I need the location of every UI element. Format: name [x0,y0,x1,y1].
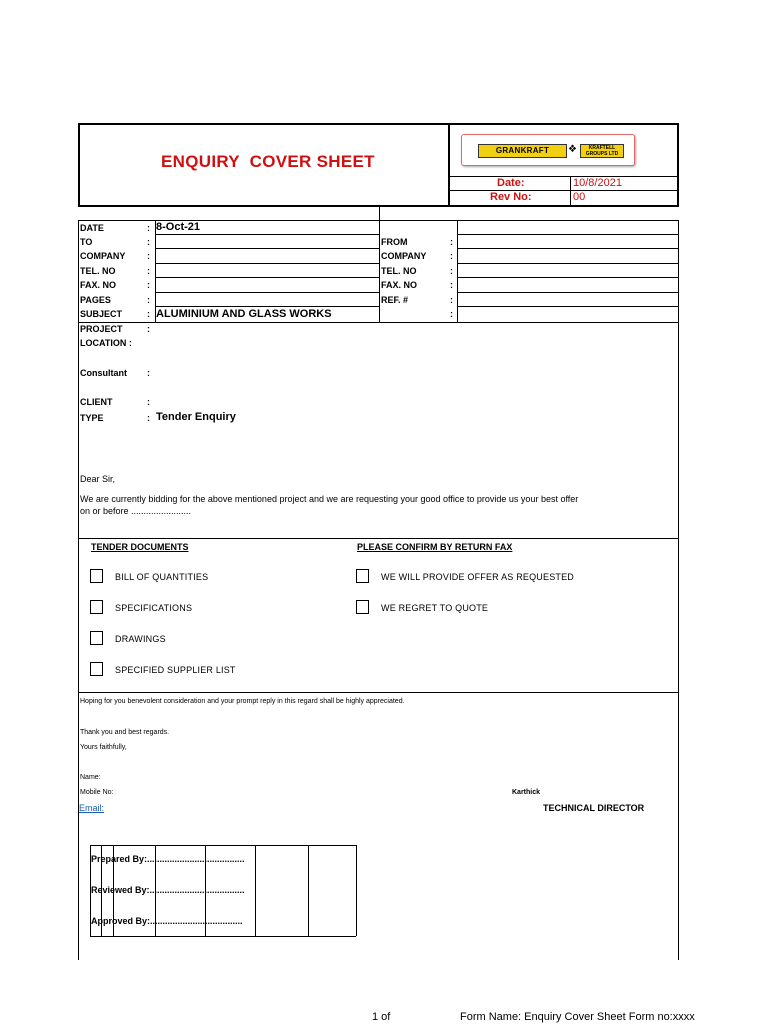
grid-row-line-7 [78,322,678,323]
checkbox-specified-supplier-list[interactable] [90,662,103,676]
field-colon-fax: : [147,280,150,290]
field-colon-company: : [147,251,150,261]
checkbox-specifications[interactable] [90,600,103,614]
field-label-subject: SUBJECT [80,309,123,319]
header-left-border [78,123,80,206]
field-label-fax: FAX. NO [80,280,117,290]
field-colon-to: : [147,237,150,247]
tender-documents-heading: TENDER DOCUMENTS [91,542,189,552]
project-colon: : [147,324,150,334]
field-value-company[interactable] [156,249,376,261]
logo-sub-text-2: GROUPS LTD [585,151,619,157]
type-colon: : [147,413,150,423]
field-label-from-company: COMPANY [381,251,427,261]
field-colon-from-fax: : [450,280,453,290]
grid-col-value-right [457,220,458,323]
closing-section-top [78,692,678,693]
approval-box-bottom [90,936,356,937]
field-colon-subject: : [147,309,150,319]
rev-label: Rev No: [490,191,532,203]
label-will-provide-offer: WE WILL PROVIDE OFFER AS REQUESTED [381,572,574,582]
grid-row-line-3r [457,263,678,264]
closing-mobile-label: Mobile No: [80,789,114,796]
approval-box-col-5 [255,845,256,936]
closing-email-link[interactable]: Email: [79,803,105,813]
field-value-to[interactable] [156,235,376,247]
footer-page-number: 1 of [372,1011,391,1023]
grid-row-line-5r [457,292,678,293]
field-colon-blank: : [450,309,453,319]
project-label: PROJECT [80,324,123,334]
checkbox-regret-to-quote[interactable] [356,600,369,614]
field-label-date: DATE [80,223,104,233]
closing-thanks: Thank you and best regards. [80,729,170,736]
date-col-divider [570,176,571,205]
field-label-from-tel: TEL. NO [381,266,417,276]
closing-yours: Yours faithfully, [80,744,127,751]
location-label: LOCATION : [80,338,132,348]
label-specified-supplier-list: SPECIFIED SUPPLIER LIST [115,665,236,675]
label-drawings: DRAWINGS [115,634,166,644]
date-label: Date: [497,177,525,189]
approval-box-top [90,845,356,846]
field-label-pages: PAGES [80,295,111,305]
label-bill-of-quantities: BILL OF QUANTITIES [115,572,209,582]
grid-right [678,220,679,960]
label-regret-to-quote: WE REGRET TO QUOTE [381,603,489,613]
letter-line-1: We are currently bidding for the above mentioned project and we are requesting your good office to provide us your best offer [80,494,579,504]
field-label-tel: TEL. NO [80,266,116,276]
field-label-ref: REF. # [381,295,409,305]
field-colon-ref: : [450,295,453,305]
confirm-heading: PLEASE CONFIRM BY RETURN FAX [357,542,513,552]
approval-box-right [356,845,357,936]
consultant-label: Consultant [80,368,127,378]
closing-name-label: Name: [80,774,101,781]
grid-left [78,220,79,960]
approval-box-col-6 [308,845,309,936]
header-divider [448,123,450,206]
field-colon-pages: : [147,295,150,305]
prepared-by: Prepared By:....................................... [91,854,245,864]
header-top-border [78,123,679,125]
client-label: CLIENT [80,397,113,407]
consultant-colon: : [147,368,150,378]
rev-value: 00 [573,191,586,203]
date-row-top [449,176,678,177]
letter-greeting: Dear Sir, [80,474,116,484]
grid-row-line-1r [457,234,678,235]
field-colon-from-company: : [450,251,453,261]
field-value-tel[interactable] [156,264,376,276]
closing-hoping: Hoping for you benevolent consideration and your prompt reply in this regard shall be highly appreciated. [80,698,405,705]
field-value-subject[interactable]: ALUMINIUM AND GLASS WORKS [156,308,332,320]
field-colon-from-tel: : [450,266,453,276]
date-value: 10/8/2021 [573,177,622,189]
approved-by: Approved By:..................................... [91,916,243,926]
field-label-from-fax: FAX. NO [381,280,418,290]
logo-wordmark: GRANKRAFT [478,144,567,158]
field-label-from: FROM [381,237,408,247]
logo-sub-text: KRAFTELL [588,145,616,151]
reviewed-by: Reviewed By:...................................... [91,885,245,895]
type-value: Tender Enquiry [156,411,236,423]
checkbox-will-provide-offer[interactable] [356,569,369,583]
tender-section-top [78,538,678,539]
logo-sub-wordmark [580,144,624,158]
label-specifications: SPECIFICATIONS [115,603,193,613]
letter-line-2: on or before ........................ [80,506,192,516]
field-colon-tel: : [147,266,150,276]
grid-row-line-2r [457,248,678,249]
grid-row-line-6r [457,306,678,307]
field-value-date[interactable]: 8-Oct-21 [156,221,201,233]
page-title: ENQUIRY COVER SHEET [161,152,375,171]
field-colon-date: : [147,223,150,233]
header-right-border [677,123,679,206]
grid-split-line [379,206,380,220]
field-colon-from: : [450,237,453,247]
company-logo [461,134,635,166]
field-label-to: TO [80,237,93,247]
client-colon: : [147,397,150,407]
type-label: TYPE [80,413,104,423]
field-label-company: COMPANY [80,251,126,261]
checkbox-bill-of-quantities[interactable] [90,569,103,583]
grid-col-mid [379,220,380,323]
checkbox-drawings[interactable] [90,631,103,645]
field-value-fax[interactable] [156,278,376,290]
grid-row-line-4r [457,277,678,278]
logo-emblem-icon: ❖ [568,144,577,155]
footer-form-name: Form Name: Enquiry Cover Sheet Form no:xxxx [460,1011,695,1023]
date-row-bottom [449,190,678,191]
signatory-title: TECHNICAL DIRECTOR [543,803,645,813]
signatory-name: Karthick [512,789,541,796]
grid-row-line-6 [155,306,379,307]
field-value-pages[interactable] [156,293,376,305]
